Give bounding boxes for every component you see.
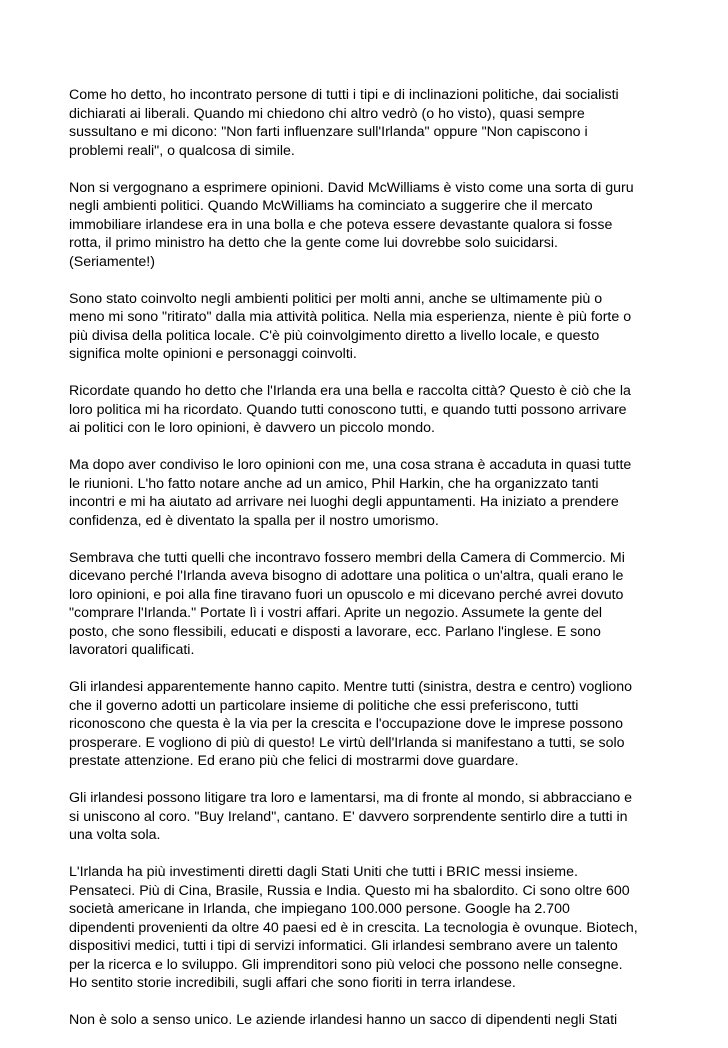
paragraph-4: Ricordate quando ho detto che l'Irlanda era una bella e raccolta città? Questo è ciò che la loro politica mi ha ricordato. Quando tutti conoscono tutti, e quando tutti possono arrivare ai politici con le loro opinioni, è davvero un piccolo mondo. xyxy=(69,383,631,436)
paragraph-7: Gli irlandesi apparentemente hanno capito. Mentre tutti (sinistra, destra e centro) vogliono che il governo adotti un particolare insieme di politiche che essi preferiscono, tutti riconoscono che questa è la via per la crescita e l'occupazione dove le imprese possono prosperare. E vogliono di più di questo! Le virtù dell'Irlanda si manifestano a tutti, se solo prestate attenzione. Ed erano più che felici di mostrarmi dove guardare. xyxy=(69,679,633,769)
paragraph-6: Sembrava che tutti quelli che incontravo fossero membri della Camera di Commercio. Mi dicevano perché l'Irlanda aveva bisogno di adottare una politica o un'altra, quali erano le loro opinioni, e poi alla fine tiravano fuori un opuscolo e mi dicevano perché avrei dovuto "comprare l'Irlanda." Portate lì i vostri affari. Aprite un negozio. Assumete la gente del posto, che sono flessibili, educati e disposti a lavorare, ecc. Parlano l'inglese. E sono lavoratori qualificati. xyxy=(69,549,625,658)
paragraph-8: Gli irlandesi possono litigare tra loro e lamentarsi, ma di fronte al mondo, si abbracciano e si uniscono al coro. "Buy Ireland", cantano. E' davvero sorprendente sentirlo dire a tutti in una volta sola. xyxy=(69,790,633,843)
paragraph-1: Come ho detto, ho incontrato persone di tutti i tipi e di inclinazioni politiche, dai socialisti dichiarati ai liberali. Quando mi chiedono chi altro vedrò (o ho visto), quasi sempre sussultano e mi dicono: "Non farti influenzare sull'Irlanda" oppure "Non capiscono i problemi reali", o qualcosa di simile. xyxy=(69,87,619,159)
paragraph-2: Non si vergognano a esprimere opinioni. David McWilliams è visto come una sorta di guru negli ambienti politici. Quando McWilliams ha cominciato a suggerire che il mercato immobiliare irlandese era in una bolla e che poteva essere devastante qualora si fosse rotta, il primo ministro ha detto che la gente come lui dovrebbe solo suicidarsi. (Seriamente!) xyxy=(69,179,634,270)
paragraph-5: Ma dopo aver condiviso le loro opinioni con me, una cosa strana è accaduta in quasi tutte le riunioni. L'ho fatto notare anche ad un amico, Phil Harkin, che ha organizzato tanti incontri e mi ha aiutato ad arrivare nei luoghi degli appuntamenti. Ha iniziato a prendere confidenza, ed è diventato la spalla per il nostro umorismo. xyxy=(69,457,632,529)
paragraph-10: Non è solo a senso unico. Le aziende irlandesi hanno un sacco di dipendenti negli Stati xyxy=(69,1012,618,1028)
paragraph-3: Sono stato coinvolto negli ambienti politici per molti anni, anche se ultimamente più o meno mi sono "ritirato" dalla mia attività politica. Nella mia esperienza, niente è più forte o più divisa della politica locale. C'è più coinvolgimento diretto a livello locale, e questo significa molte opinioni e personaggi coinvolti. xyxy=(69,290,632,362)
document-body xyxy=(69,86,669,1048)
paragraph-9: L'Irlanda ha più investimenti diretti dagli Stati Uniti che tutti i BRIC messi insieme. Pensateci. Più di Cina, Brasile, Russia e India. Questo mi ha sbalordito. Ci sono oltre 600 società americane in Irlanda, che impiegano 100.000 persone. Google ha 2.700 dipendenti provenienti da oltre 40 paesi ed è in crescita. La tecnologia è ovunque. Biotech, dispositivi medici, tutti i tipi di servizi informatici. Gli irlandesi sembrano avere un talento per la ricerca e lo sviluppo. Gli imprenditori sono più veloci che possono nelle consegne. Ho sentito storie incredibili, sugli affari che sono fioriti in terra irlandese. xyxy=(69,864,638,991)
